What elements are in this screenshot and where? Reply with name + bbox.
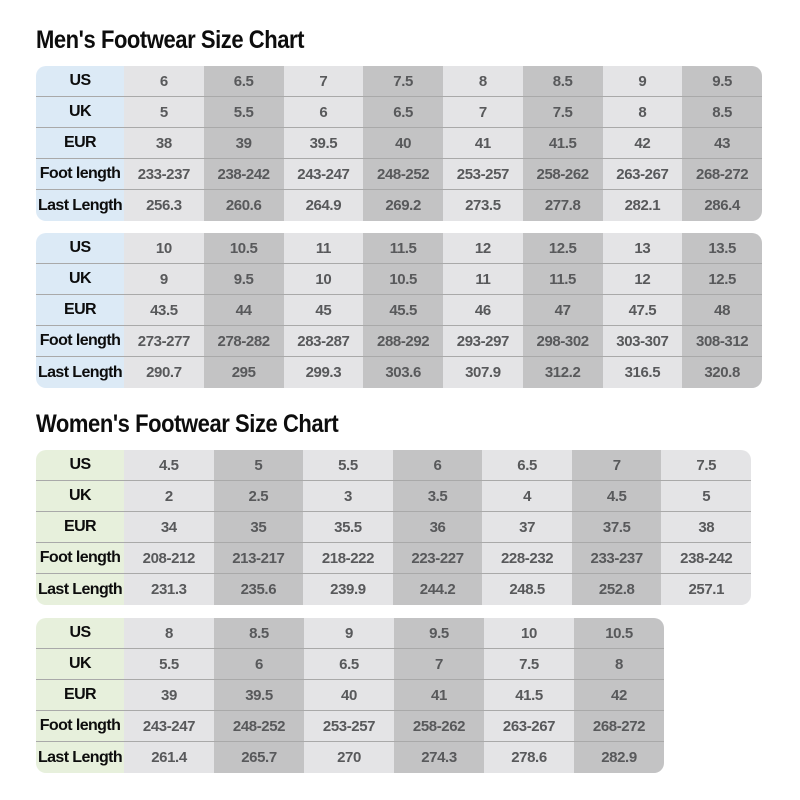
size-cell: 3 — [303, 481, 393, 511]
size-cell: 286.4 — [682, 190, 762, 221]
size-cell: 312.2 — [523, 357, 603, 388]
size-cell: 5.5 — [204, 97, 284, 127]
size-cell: 11 — [443, 264, 523, 294]
size-cell: 2.5 — [214, 481, 304, 511]
row-label: UK — [36, 97, 124, 127]
size-cell: 35.5 — [303, 512, 393, 542]
size-cell: 303.6 — [363, 357, 443, 388]
size-cell: 5.5 — [124, 649, 214, 679]
mens-size-table-2 — [36, 233, 762, 388]
size-row-foot-length — [36, 711, 664, 742]
size-cell: 9 — [124, 264, 204, 294]
size-cell: 35 — [214, 512, 304, 542]
size-cell: 4 — [482, 481, 572, 511]
row-label: EUR — [36, 295, 124, 325]
size-cell: 278.6 — [484, 742, 574, 773]
size-cell: 38 — [661, 512, 751, 542]
size-cell: 6.5 — [304, 649, 394, 679]
size-row-foot-length — [36, 326, 762, 357]
size-cell: 41.5 — [484, 680, 574, 710]
size-cell: 231.3 — [124, 574, 214, 605]
size-cell: 273.5 — [443, 190, 523, 221]
size-cell: 45 — [284, 295, 364, 325]
size-cell: 9.5 — [682, 66, 762, 96]
size-cell: 244.2 — [393, 574, 483, 605]
row-label: EUR — [36, 680, 124, 710]
size-cell: 8.5 — [523, 66, 603, 96]
size-cell: 37 — [482, 512, 572, 542]
size-cell: 9.5 — [204, 264, 284, 294]
size-cell: 38 — [124, 128, 204, 158]
row-label: US — [36, 66, 124, 96]
size-cell: 43 — [682, 128, 762, 158]
size-cell: 253-257 — [304, 711, 394, 741]
size-cell: 282.9 — [574, 742, 664, 773]
size-cell: 5 — [214, 450, 304, 480]
row-label: Last Length — [36, 190, 124, 221]
size-cell: 12 — [603, 264, 683, 294]
size-cell: 11.5 — [523, 264, 603, 294]
womens-section-title: Women's Footwear Size Chart — [36, 410, 339, 438]
size-cell: 9 — [304, 618, 394, 648]
size-cell: 282.1 — [603, 190, 683, 221]
size-cell: 263-267 — [484, 711, 574, 741]
size-cell: 41.5 — [523, 128, 603, 158]
size-cell: 235.6 — [214, 574, 304, 605]
size-cell: 9 — [603, 66, 683, 96]
size-row-uk — [36, 649, 664, 680]
size-cell: 273-277 — [124, 326, 204, 356]
row-label: US — [36, 618, 124, 648]
mens-section — [36, 24, 800, 388]
size-cell: 258-262 — [394, 711, 484, 741]
size-cell: 10.5 — [574, 618, 664, 648]
size-cell: 265.7 — [214, 742, 304, 773]
size-row-foot-length — [36, 543, 751, 574]
size-cell: 283-287 — [284, 326, 364, 356]
size-cell: 213-217 — [214, 543, 304, 573]
size-cell: 9.5 — [394, 618, 484, 648]
size-cell: 268-272 — [682, 159, 762, 189]
size-cell: 208-212 — [124, 543, 214, 573]
size-cell: 40 — [363, 128, 443, 158]
size-cell: 268-272 — [574, 711, 664, 741]
row-label: Last Length — [36, 357, 124, 388]
size-row-us — [36, 450, 751, 481]
size-cell: 233-237 — [572, 543, 662, 573]
size-cell: 6 — [124, 66, 204, 96]
size-row-last-length — [36, 357, 762, 388]
size-cell: 257.1 — [661, 574, 751, 605]
size-cell: 7 — [443, 97, 523, 127]
size-cell: 274.3 — [394, 742, 484, 773]
size-cell: 39.5 — [214, 680, 304, 710]
size-cell: 34 — [124, 512, 214, 542]
size-cell: 46 — [443, 295, 523, 325]
size-cell: 6 — [284, 97, 364, 127]
row-label: EUR — [36, 512, 124, 542]
size-cell: 248-252 — [214, 711, 304, 741]
size-cell: 248.5 — [482, 574, 572, 605]
size-cell: 238-242 — [204, 159, 284, 189]
size-row-eur — [36, 128, 762, 159]
size-cell: 316.5 — [603, 357, 683, 388]
size-cell: 12.5 — [682, 264, 762, 294]
size-cell: 10 — [484, 618, 574, 648]
row-label: Foot length — [36, 543, 124, 573]
size-cell: 243-247 — [124, 711, 214, 741]
size-cell: 41 — [394, 680, 484, 710]
size-cell: 6 — [393, 450, 483, 480]
size-cell: 252.8 — [572, 574, 662, 605]
size-cell: 277.8 — [523, 190, 603, 221]
size-cell: 12 — [443, 233, 523, 263]
size-cell: 7.5 — [484, 649, 574, 679]
size-row-foot-length — [36, 159, 762, 190]
size-row-us — [36, 66, 762, 97]
row-label: Last Length — [36, 742, 124, 773]
size-cell: 36 — [393, 512, 483, 542]
size-cell: 270 — [304, 742, 394, 773]
size-cell: 6.5 — [204, 66, 284, 96]
size-cell: 6 — [214, 649, 304, 679]
size-cell: 253-257 — [443, 159, 523, 189]
size-cell: 239.9 — [303, 574, 393, 605]
mens-section-title: Men's Footwear Size Chart — [36, 26, 305, 54]
size-cell: 263-267 — [603, 159, 683, 189]
size-cell: 308-312 — [682, 326, 762, 356]
size-cell: 7.5 — [363, 66, 443, 96]
size-cell: 7 — [394, 649, 484, 679]
size-cell: 243-247 — [284, 159, 364, 189]
size-cell: 307.9 — [443, 357, 523, 388]
size-cell: 256.3 — [124, 190, 204, 221]
size-cell: 293-297 — [443, 326, 523, 356]
size-row-uk — [36, 481, 751, 512]
size-cell: 44 — [204, 295, 284, 325]
row-label: US — [36, 450, 124, 480]
size-cell: 261.4 — [124, 742, 214, 773]
size-cell: 39 — [204, 128, 284, 158]
size-cell: 2 — [124, 481, 214, 511]
row-label: EUR — [36, 128, 124, 158]
size-cell: 5.5 — [303, 450, 393, 480]
size-cell: 228-232 — [482, 543, 572, 573]
size-cell: 42 — [603, 128, 683, 158]
row-label: UK — [36, 481, 124, 511]
size-cell: 6.5 — [363, 97, 443, 127]
row-label: Last Length — [36, 574, 124, 605]
size-cell: 39.5 — [284, 128, 364, 158]
row-label: Foot length — [36, 711, 124, 741]
size-row-last-length — [36, 574, 751, 605]
size-cell: 8 — [603, 97, 683, 127]
size-row-uk — [36, 264, 762, 295]
womens-section — [36, 408, 800, 773]
size-cell: 10.5 — [363, 264, 443, 294]
row-label: Foot length — [36, 326, 124, 356]
size-cell: 269.2 — [363, 190, 443, 221]
size-cell: 288-292 — [363, 326, 443, 356]
size-cell: 11.5 — [363, 233, 443, 263]
size-cell: 218-222 — [303, 543, 393, 573]
size-cell: 5 — [661, 481, 751, 511]
size-cell: 13.5 — [682, 233, 762, 263]
size-cell: 4.5 — [124, 450, 214, 480]
size-cell: 47 — [523, 295, 603, 325]
size-cell: 278-282 — [204, 326, 284, 356]
size-cell: 10.5 — [204, 233, 284, 263]
size-cell: 3.5 — [393, 481, 483, 511]
size-cell: 233-237 — [124, 159, 204, 189]
size-cell: 45.5 — [363, 295, 443, 325]
size-cell: 43.5 — [124, 295, 204, 325]
size-cell: 12.5 — [523, 233, 603, 263]
row-label: UK — [36, 264, 124, 294]
size-cell: 320.8 — [682, 357, 762, 388]
size-cell: 8.5 — [682, 97, 762, 127]
size-cell: 238-242 — [661, 543, 751, 573]
size-cell: 7 — [572, 450, 662, 480]
size-cell: 8 — [443, 66, 523, 96]
size-cell: 7.5 — [661, 450, 751, 480]
size-row-us — [36, 233, 762, 264]
mens-size-table-1 — [36, 66, 762, 221]
size-cell: 6.5 — [482, 450, 572, 480]
size-cell: 8.5 — [214, 618, 304, 648]
size-row-eur — [36, 680, 664, 711]
size-row-us — [36, 618, 664, 649]
row-label: UK — [36, 649, 124, 679]
size-cell: 48 — [682, 295, 762, 325]
row-label: US — [36, 233, 124, 263]
size-cell: 10 — [284, 264, 364, 294]
size-cell: 4.5 — [572, 481, 662, 511]
womens-size-table-2 — [36, 618, 664, 773]
womens-size-table-1 — [36, 450, 751, 605]
size-cell: 303-307 — [603, 326, 683, 356]
size-cell: 47.5 — [603, 295, 683, 325]
size-cell: 5 — [124, 97, 204, 127]
size-cell: 13 — [603, 233, 683, 263]
size-row-eur — [36, 295, 762, 326]
size-cell: 248-252 — [363, 159, 443, 189]
size-cell: 37.5 — [572, 512, 662, 542]
size-cell: 10 — [124, 233, 204, 263]
size-cell: 7.5 — [523, 97, 603, 127]
size-cell: 290.7 — [124, 357, 204, 388]
size-cell: 42 — [574, 680, 664, 710]
size-row-last-length — [36, 742, 664, 773]
size-row-uk — [36, 97, 762, 128]
size-cell: 298-302 — [523, 326, 603, 356]
size-cell: 40 — [304, 680, 394, 710]
size-cell: 8 — [124, 618, 214, 648]
size-cell: 295 — [204, 357, 284, 388]
size-cell: 41 — [443, 128, 523, 158]
size-cell: 260.6 — [204, 190, 284, 221]
size-cell: 264.9 — [284, 190, 364, 221]
size-row-last-length — [36, 190, 762, 221]
size-cell: 223-227 — [393, 543, 483, 573]
size-cell: 7 — [284, 66, 364, 96]
size-cell: 11 — [284, 233, 364, 263]
size-cell: 258-262 — [523, 159, 603, 189]
size-cell: 39 — [124, 680, 214, 710]
size-row-eur — [36, 512, 751, 543]
size-cell: 8 — [574, 649, 664, 679]
size-cell: 299.3 — [284, 357, 364, 388]
row-label: Foot length — [36, 159, 124, 189]
